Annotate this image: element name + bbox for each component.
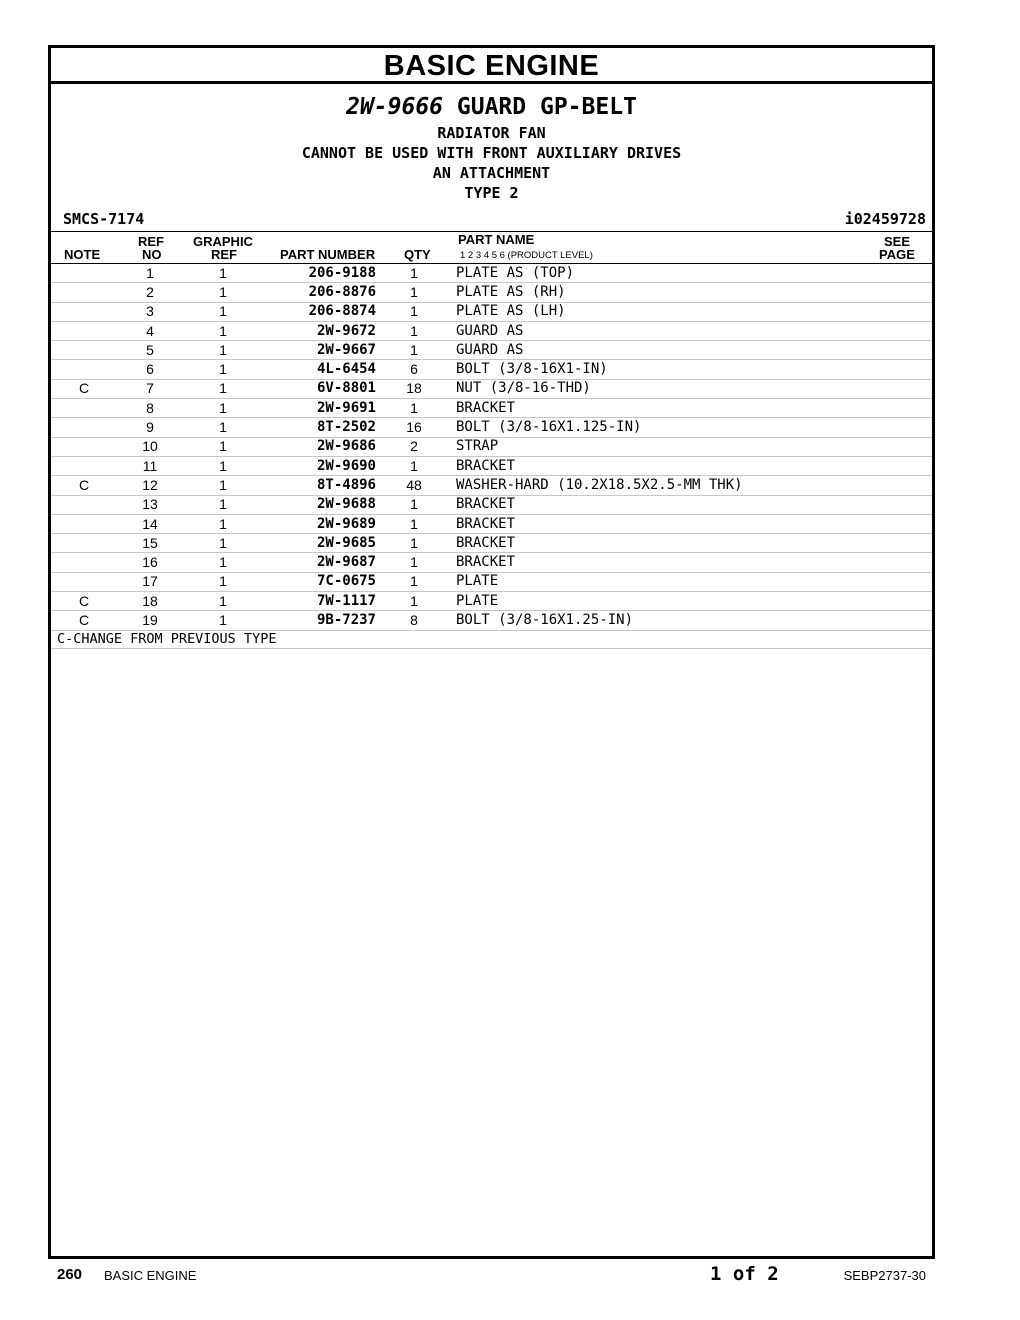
- row-part-name: WASHER-HARD (10.2X18.5X2.5-MM THK): [452, 476, 872, 495]
- smcs-code: SMCS-7174: [63, 210, 145, 228]
- table-row: [51, 418, 932, 437]
- row-qty: 18: [376, 379, 452, 398]
- row-qty: 1: [376, 456, 452, 475]
- row-part-number[interactable]: 8T-2502: [263, 418, 376, 437]
- row-ref: 18: [117, 592, 183, 611]
- row-note: [51, 399, 117, 418]
- row-qty: 1: [376, 495, 452, 514]
- row-graphic: 1: [183, 283, 263, 302]
- table-row: [51, 592, 932, 611]
- row-part-number[interactable]: 206-8876: [263, 283, 376, 302]
- row-part-number[interactable]: 2W-9689: [263, 514, 376, 533]
- row-qty: 1: [376, 283, 452, 302]
- row-note: [51, 302, 117, 321]
- row-qty: 1: [376, 302, 452, 321]
- col-part-name: PART NAME: [458, 232, 535, 247]
- row-see-page: [872, 418, 932, 437]
- row-ref: 17: [117, 572, 183, 591]
- row-ref: 11: [117, 456, 183, 475]
- row-graphic: 1: [183, 399, 263, 418]
- row-qty: 1: [376, 572, 452, 591]
- row-part-number[interactable]: 9B-7237: [263, 611, 376, 630]
- row-qty: 16: [376, 418, 452, 437]
- footer-document-number: SEBP2737-30: [843, 1268, 926, 1283]
- table-row: [51, 360, 932, 379]
- row-part-number[interactable]: 6V-8801: [263, 379, 376, 398]
- row-graphic: 1: [183, 264, 263, 283]
- group-part-number: 2W-9666: [346, 94, 444, 120]
- table-row: [51, 495, 932, 514]
- row-part-number[interactable]: 2W-9667: [263, 341, 376, 360]
- row-ref: 16: [117, 553, 183, 572]
- row-part-name: PLATE AS (RH): [452, 283, 872, 302]
- row-qty: 2: [376, 437, 452, 456]
- row-qty: 1: [376, 553, 452, 572]
- row-note: C: [51, 592, 117, 611]
- section-title: BASIC ENGINE: [51, 48, 932, 84]
- row-ref: 5: [117, 341, 183, 360]
- row-see-page: [872, 283, 932, 302]
- page-frame: [48, 45, 935, 1259]
- row-see-page: [872, 611, 932, 630]
- row-see-page: [872, 264, 932, 283]
- row-see-page: [872, 379, 932, 398]
- table-row: [51, 611, 932, 630]
- table-row: [51, 456, 932, 475]
- table-row: [51, 572, 932, 591]
- group-header: [51, 84, 932, 232]
- row-see-page: [872, 592, 932, 611]
- column-headers: [51, 232, 932, 264]
- row-graphic: 1: [183, 456, 263, 475]
- parts-table: [51, 264, 932, 631]
- group-title: [51, 94, 932, 120]
- table-row: [51, 283, 932, 302]
- row-note: [51, 418, 117, 437]
- row-qty: 8: [376, 611, 452, 630]
- row-ref: 1: [117, 264, 183, 283]
- row-qty: 48: [376, 476, 452, 495]
- row-note: C: [51, 379, 117, 398]
- footer-section-name: BASIC ENGINE: [104, 1268, 197, 1283]
- row-qty: 1: [376, 514, 452, 533]
- row-qty: 1: [376, 321, 452, 340]
- footer-page-number: 260: [57, 1266, 83, 1283]
- row-part-number[interactable]: 2W-9690: [263, 456, 376, 475]
- row-part-name: PLATE: [452, 572, 872, 591]
- row-see-page: [872, 495, 932, 514]
- row-part-number[interactable]: 2W-9686: [263, 437, 376, 456]
- col-graphic-top: GRAPHIC: [193, 234, 253, 249]
- row-ref: 15: [117, 534, 183, 553]
- row-note: [51, 495, 117, 514]
- illustration-id: i02459728: [844, 210, 926, 228]
- row-qty: 1: [376, 592, 452, 611]
- row-part-name: PLATE: [452, 592, 872, 611]
- row-qty: 1: [376, 399, 452, 418]
- row-note: [51, 572, 117, 591]
- row-note: [51, 553, 117, 572]
- table-row: [51, 341, 932, 360]
- row-part-number[interactable]: 2W-9688: [263, 495, 376, 514]
- row-part-number[interactable]: 2W-9691: [263, 399, 376, 418]
- row-graphic: 1: [183, 476, 263, 495]
- row-note: [51, 437, 117, 456]
- table-row: [51, 514, 932, 533]
- table-row: [51, 379, 932, 398]
- row-see-page: [872, 553, 932, 572]
- row-see-page: [872, 456, 932, 475]
- group-subtitle-4: TYPE 2: [464, 184, 519, 202]
- row-see-page: [872, 476, 932, 495]
- row-part-name: GUARD AS: [452, 321, 872, 340]
- table-row: [51, 476, 932, 495]
- row-ref: 10: [117, 437, 183, 456]
- row-graphic: 1: [183, 321, 263, 340]
- table-row: [51, 321, 932, 340]
- row-ref: 6: [117, 360, 183, 379]
- row-part-name: BOLT (3/8-16X1.25-IN): [452, 611, 872, 630]
- row-part-number[interactable]: 2W-9672: [263, 321, 376, 340]
- row-see-page: [872, 399, 932, 418]
- row-ref: 14: [117, 514, 183, 533]
- row-part-number[interactable]: 8T-4896: [263, 476, 376, 495]
- row-graphic: 1: [183, 302, 263, 321]
- col-graphic-bottom: REF: [211, 247, 237, 262]
- row-part-name: BRACKET: [452, 456, 872, 475]
- row-ref: 9: [117, 418, 183, 437]
- col-note: NOTE: [64, 247, 101, 262]
- row-note: [51, 341, 117, 360]
- row-part-name: PLATE AS (TOP): [452, 264, 872, 283]
- row-graphic: 1: [183, 360, 263, 379]
- row-ref: 4: [117, 321, 183, 340]
- row-part-number[interactable]: 206-9188: [263, 264, 376, 283]
- table-row: [51, 264, 932, 283]
- row-graphic: 1: [183, 592, 263, 611]
- row-note: [51, 456, 117, 475]
- row-part-number[interactable]: 206-8874: [263, 302, 376, 321]
- row-part-number[interactable]: 7C-0675: [263, 572, 376, 591]
- row-note: [51, 360, 117, 379]
- row-part-name: PLATE AS (LH): [452, 302, 872, 321]
- table-row: [51, 302, 932, 321]
- row-graphic: 1: [183, 495, 263, 514]
- row-ref: 13: [117, 495, 183, 514]
- row-part-name: BRACKET: [452, 534, 872, 553]
- row-see-page: [872, 321, 932, 340]
- row-graphic: 1: [183, 437, 263, 456]
- row-part-name: BOLT (3/8-16X1.125-IN): [452, 418, 872, 437]
- table-row: [51, 534, 932, 553]
- group-name: GUARD GP-BELT: [456, 94, 637, 120]
- table-row: [51, 553, 932, 572]
- row-qty: 1: [376, 341, 452, 360]
- row-ref: 12: [117, 476, 183, 495]
- row-note: [51, 283, 117, 302]
- col-see-top: SEE: [884, 234, 911, 249]
- col-part-number: PART NUMBER: [280, 247, 376, 262]
- row-part-name: BRACKET: [452, 495, 872, 514]
- row-see-page: [872, 437, 932, 456]
- row-see-page: [872, 572, 932, 591]
- row-part-name: BRACKET: [452, 553, 872, 572]
- row-part-name: GUARD AS: [452, 341, 872, 360]
- row-ref: 8: [117, 399, 183, 418]
- row-see-page: [872, 514, 932, 533]
- row-graphic: 1: [183, 418, 263, 437]
- row-note: [51, 534, 117, 553]
- row-see-page: [872, 534, 932, 553]
- row-graphic: 1: [183, 514, 263, 533]
- table-row: [51, 437, 932, 456]
- row-ref: 3: [117, 302, 183, 321]
- row-qty: 1: [376, 264, 452, 283]
- row-ref: 19: [117, 611, 183, 630]
- row-see-page: [872, 341, 932, 360]
- row-part-name: BOLT (3/8-16X1-IN): [452, 360, 872, 379]
- row-graphic: 1: [183, 379, 263, 398]
- row-qty: 1: [376, 534, 452, 553]
- row-part-name: BRACKET: [452, 399, 872, 418]
- col-product-level: 1 2 3 4 5 6 (PRODUCT LEVEL): [460, 250, 593, 261]
- row-note: [51, 321, 117, 340]
- group-subtitle-1: RADIATOR FAN: [437, 124, 546, 142]
- row-graphic: 1: [183, 611, 263, 630]
- row-graphic: 1: [183, 534, 263, 553]
- row-note: C: [51, 476, 117, 495]
- row-graphic: 1: [183, 553, 263, 572]
- row-part-name: STRAP: [452, 437, 872, 456]
- group-subtitle-2: CANNOT BE USED WITH FRONT AUXILIARY DRIVES: [301, 144, 682, 162]
- row-part-number[interactable]: 4L-6454: [263, 360, 376, 379]
- row-qty: 6: [376, 360, 452, 379]
- col-qty: QTY: [404, 247, 431, 262]
- row-part-number[interactable]: 2W-9687: [263, 553, 376, 572]
- col-ref-top: REF: [138, 234, 164, 249]
- row-note: C: [51, 611, 117, 630]
- table-row: [51, 399, 932, 418]
- row-note: [51, 514, 117, 533]
- row-part-number[interactable]: 7W-1117: [263, 592, 376, 611]
- row-graphic: 1: [183, 572, 263, 591]
- row-see-page: [872, 302, 932, 321]
- row-part-name: NUT (3/8-16-THD): [452, 379, 872, 398]
- row-note: [51, 264, 117, 283]
- col-ref-bottom: NO: [142, 247, 162, 262]
- change-footnote: C-CHANGE FROM PREVIOUS TYPE: [51, 631, 932, 649]
- col-see-bottom: PAGE: [879, 247, 915, 262]
- row-part-number[interactable]: 2W-9685: [263, 534, 376, 553]
- row-part-name: BRACKET: [452, 514, 872, 533]
- footer-page-count: 1 of 2: [710, 1263, 779, 1285]
- row-see-page: [872, 360, 932, 379]
- row-ref: 2: [117, 283, 183, 302]
- row-ref: 7: [117, 379, 183, 398]
- group-subtitle-3: AN ATTACHMENT: [432, 164, 551, 182]
- row-graphic: 1: [183, 341, 263, 360]
